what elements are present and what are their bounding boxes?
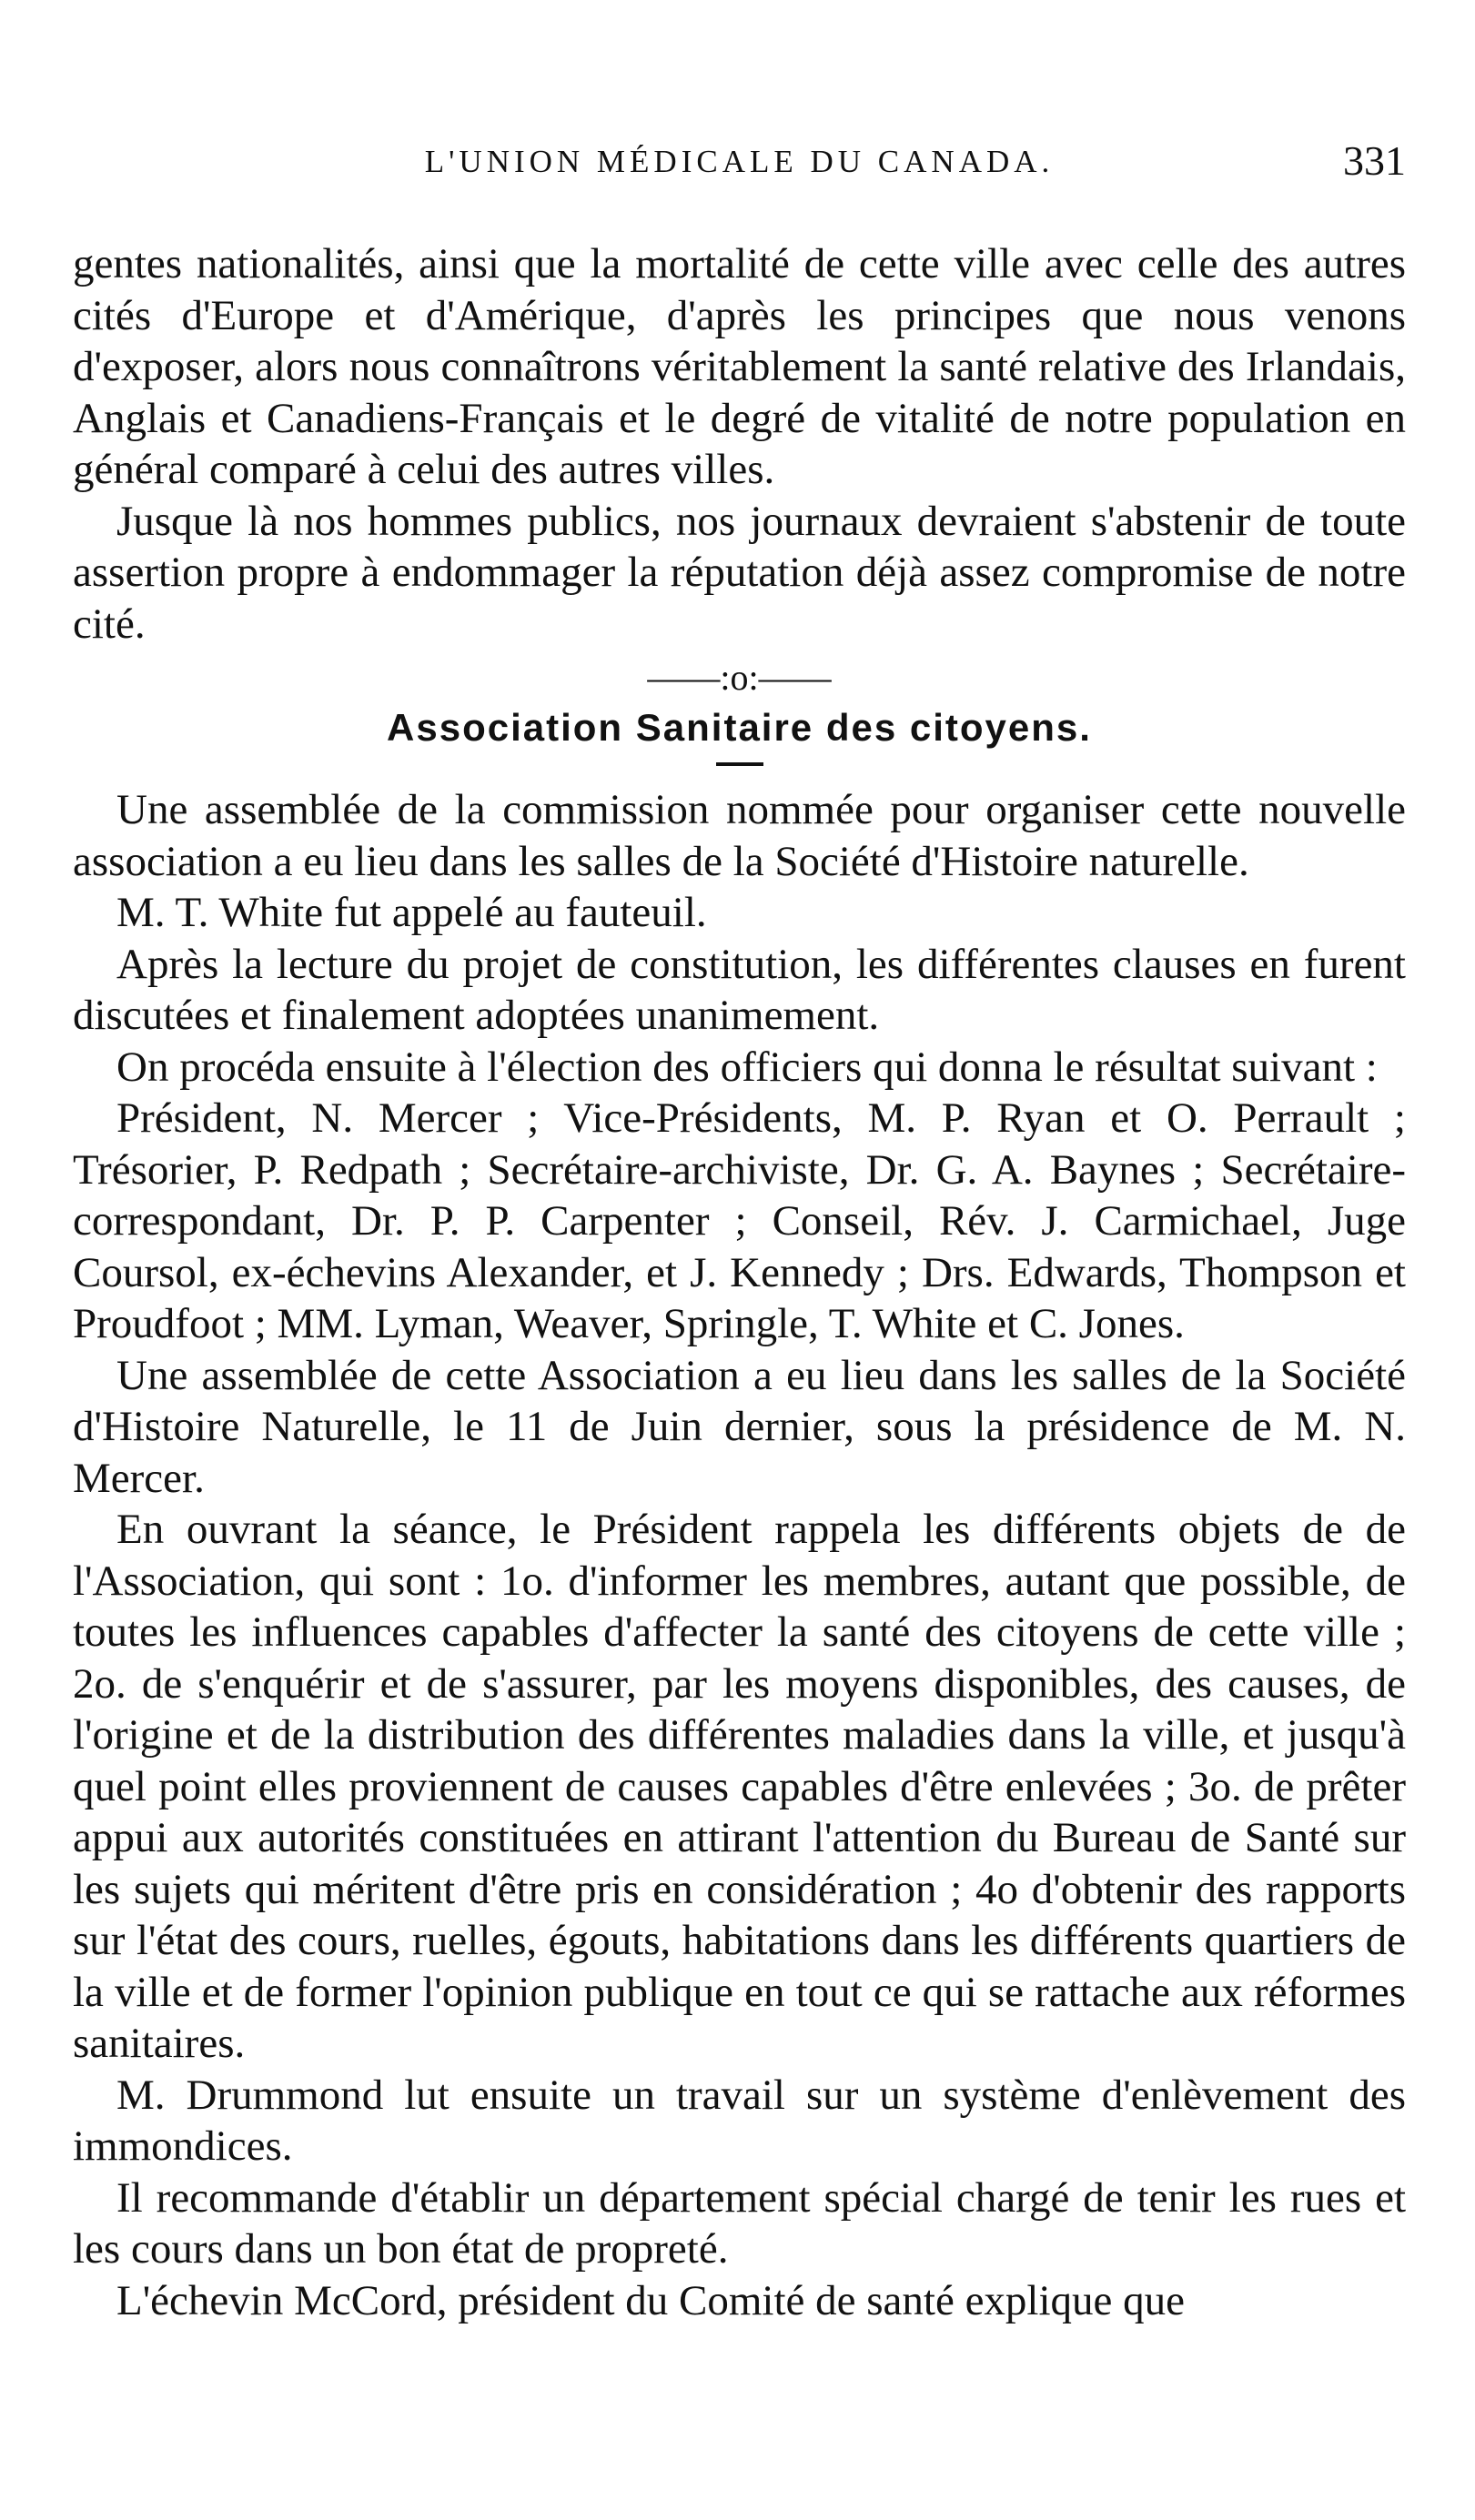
paragraph: Jusque là nos hommes publics, nos journaux devraient s'abstenir de toute assertion propre à endommager la réputation déjà assez compromise de notre cité. bbox=[73, 497, 1406, 648]
paragraph: On procéda ensuite à l'élection des officiers qui donna le résultat suivant : bbox=[116, 1043, 1378, 1091]
body-text bbox=[73, 238, 1406, 2326]
title-rule bbox=[716, 762, 763, 766]
running-head: L'UNION MÉDICALE DU CANADA. bbox=[424, 144, 1055, 179]
paragraph: M. T. White fut appelé au fauteuil. bbox=[116, 889, 707, 936]
page-header bbox=[73, 136, 1406, 200]
section-title: Association Sanitaire des citoyens. bbox=[387, 706, 1092, 749]
paragraph: Après la lecture du projet de constitution, les différentes clauses en furent discutées et finalement adoptées unanimement. bbox=[73, 940, 1406, 1039]
paragraph: Une assemblée de cette Association a eu lieu dans les salles de la Société d'Histoire Naturelle, le 11 de Juin dernier, sous la présidence de M. N. Mercer. bbox=[73, 1351, 1406, 1502]
paragraph: gentes nationalités, ainsi que la mortalité de cette ville avec celle des autres cités d'Europe et d'Amérique, d'après les principes que nous venons d'exposer, alors nous connaîtrons véritablement la santé relative des Irlandais, Anglais et Canadiens-Français et le degré de vitalité de notre population en général comparé à celui des autres villes. bbox=[73, 240, 1406, 493]
paragraph: L'échevin McCord, président du Comité de santé explique que bbox=[116, 2276, 1186, 2324]
paragraph: M. Drummond lut ensuite un travail sur un système d'enlèvement des immondices. bbox=[73, 2071, 1406, 2170]
paragraph: Président, N. Mercer ; Vice-Présidents, M. P. Ryan et O. Perrault ; Trésorier, P. Redpath ; Secrétaire-archiviste, Dr. G. A. Baynes ; Secrétaire-correspondant, Dr. P. P. Carpenter ; Conseil, Rév. J. Carmichael, Juge Coursol, ex-échevins Alexander, et J. Kennedy ; Drs. Edwards, Thompson et Proudfoot ; MM. Lyman, Weaver, Springle, T. White et C. Jones. bbox=[73, 1094, 1406, 1347]
paragraph: Une assemblée de la commission nommée pour organiser cette nouvelle association a eu lieu dans les salles de la Société d'Histoire naturelle. bbox=[73, 786, 1406, 885]
paragraph: En ouvrant la séance, le Président rappela les différents objets de de l'Association, qui sont : 1o. d'informer les membres, autant que possible, de toutes les influences capables d'affecter la santé des citoyens de cette ville ; 2o. de s'enquérir et de s'assurer, par les moyens disponibles, des causes, de l'origine et de la distribution des différentes maladies dans la ville, et jusqu'à quel point elles proviennent de causes capables d'être enlevées ; 3o. de prêter appui aux autorités constituées en attirant l'attention du Bureau de Santé sur les sujets qui méritent d'être pris en considération ; 4o d'obtenir des rapports sur l'état des cours, ruelles, égouts, habitations dans les différents quartiers de la ville et de former l'opinion publique en tout ce qui se rattache aux réformes sanitaires. bbox=[73, 1506, 1406, 2067]
page-number: 331 bbox=[1343, 137, 1406, 184]
section-separator: ——:o:—— bbox=[647, 657, 832, 698]
paragraph: Il recommande d'établir un département spécial chargé de tenir les rues et les cours dans un bon état de propreté. bbox=[73, 2173, 1406, 2273]
